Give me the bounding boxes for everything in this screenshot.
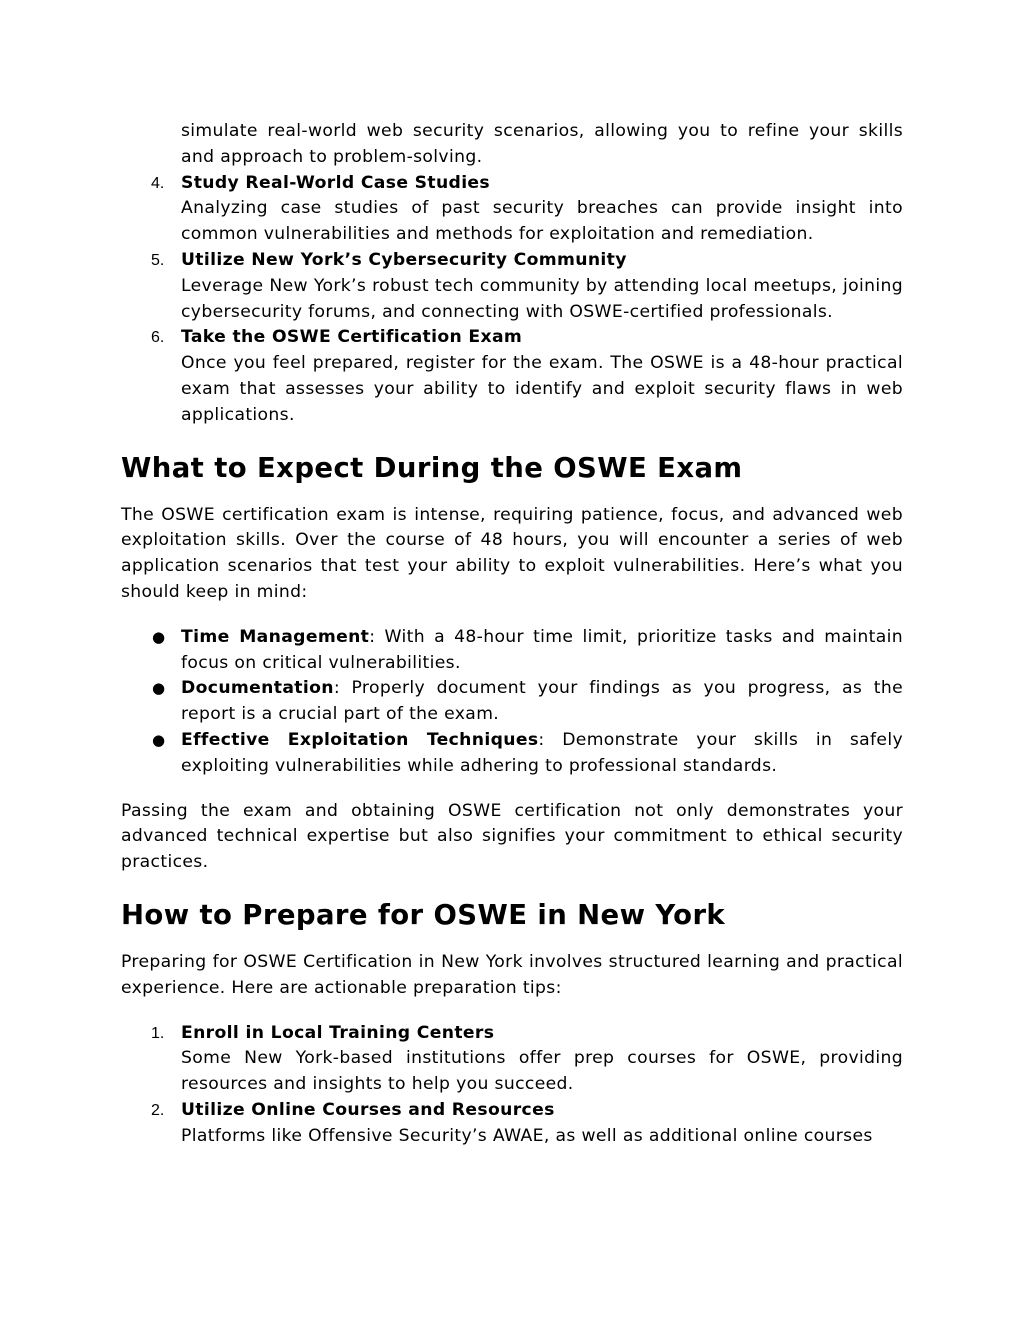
page-content: [121, 119, 903, 1150]
list-item-body: Some New York-based institutions offer prep courses for OSWE, providing resources and insights to help you succeed.: [181, 1048, 903, 1095]
list-item: [121, 1021, 903, 1098]
bullet-list-exam-tips: [121, 625, 903, 780]
bullet-marker: ●: [152, 730, 166, 749]
bullet-term: Effective Exploitation Techniques: [181, 729, 539, 750]
list-item-title: Enroll in Local Training Centers: [181, 1022, 495, 1043]
list-item-body: Once you feel prepared, register for the exam. The OSWE is a 48-hour practical exam that assesses your ability to identify and exploit security flaws in web applications.: [181, 353, 903, 425]
bullet-marker: ●: [152, 627, 166, 646]
list-item-title: Study Real-World Case Studies: [181, 172, 491, 193]
numbered-list-steps-continued: [121, 171, 903, 429]
list-number: 2.: [151, 1101, 165, 1119]
list-item-title: Take the OSWE Certification Exam: [181, 327, 523, 348]
list-number: 4.: [151, 174, 165, 192]
list-item: [121, 325, 903, 428]
section-heading-prepare: How to Prepare for OSWE in New York: [121, 898, 726, 931]
bullet-item: [121, 676, 903, 728]
list-continuation-text: simulate real-world web security scenarios, allowing you to refine your skills and approach to problem-solving.: [181, 121, 903, 167]
list-item-title: Utilize Online Courses and Resources: [181, 1099, 555, 1120]
section-intro-paragraph: Preparing for OSWE Certification in New York involves structured learning and practical experience. Here are actionable preparation tips:: [121, 951, 903, 998]
section-outro-paragraph: Passing the exam and obtaining OSWE certification not only demonstrates your advanced technical expertise but also signifies your commitment to ethical security practices.: [121, 800, 903, 873]
list-item: [121, 1098, 903, 1150]
bullet-term: Time Management: [181, 626, 370, 647]
bullet-text: : Properly document your findings as you progress, as the report is a crucial part of the exam.: [181, 678, 903, 725]
bullet-term: Documentation: [181, 678, 334, 699]
section-intro-paragraph: The OSWE certification exam is intense, requiring patience, focus, and advanced web exploitation skills. Over the course of 48 hours, you will encounter a series of web application scenarios that test your ability to exploit vulnerabilities. Here’s what you should keep in mind:: [121, 504, 903, 602]
list-number: 6.: [151, 329, 165, 347]
bullet-item: [121, 728, 903, 780]
list-item: [121, 171, 903, 248]
section-heading-exam: What to Expect During the OSWE Exam: [121, 451, 743, 484]
list-item-body: Analyzing case studies of past security breaches can provide insight into common vulnerabilities and methods for exploitation and remediation.: [181, 198, 903, 245]
list-item-body: Leverage New York’s robust tech community by attending local meetups, joining cybersecurity forums, and connecting with OSWE-certified professionals.: [181, 275, 903, 322]
numbered-list-prep-tips: [121, 1021, 903, 1150]
bullet-marker: ●: [152, 679, 166, 698]
list-item-body: Platforms like Offensive Security’s AWAE, as well as additional online courses: [181, 1125, 873, 1146]
list-number: 1.: [151, 1024, 165, 1042]
list-item: [121, 248, 903, 325]
list-item-title: Utilize New York’s Cybersecurity Community: [181, 249, 627, 270]
list-number: 5.: [151, 251, 165, 269]
bullet-text: : With a 48-hour time limit, prioritize tasks and maintain focus on critical vulnerabilities.: [181, 626, 903, 673]
bullet-item: [121, 625, 903, 677]
bullet-text: : Demonstrate your skills in safely exploiting vulnerabilities while adhering to professional standards.: [181, 729, 903, 776]
